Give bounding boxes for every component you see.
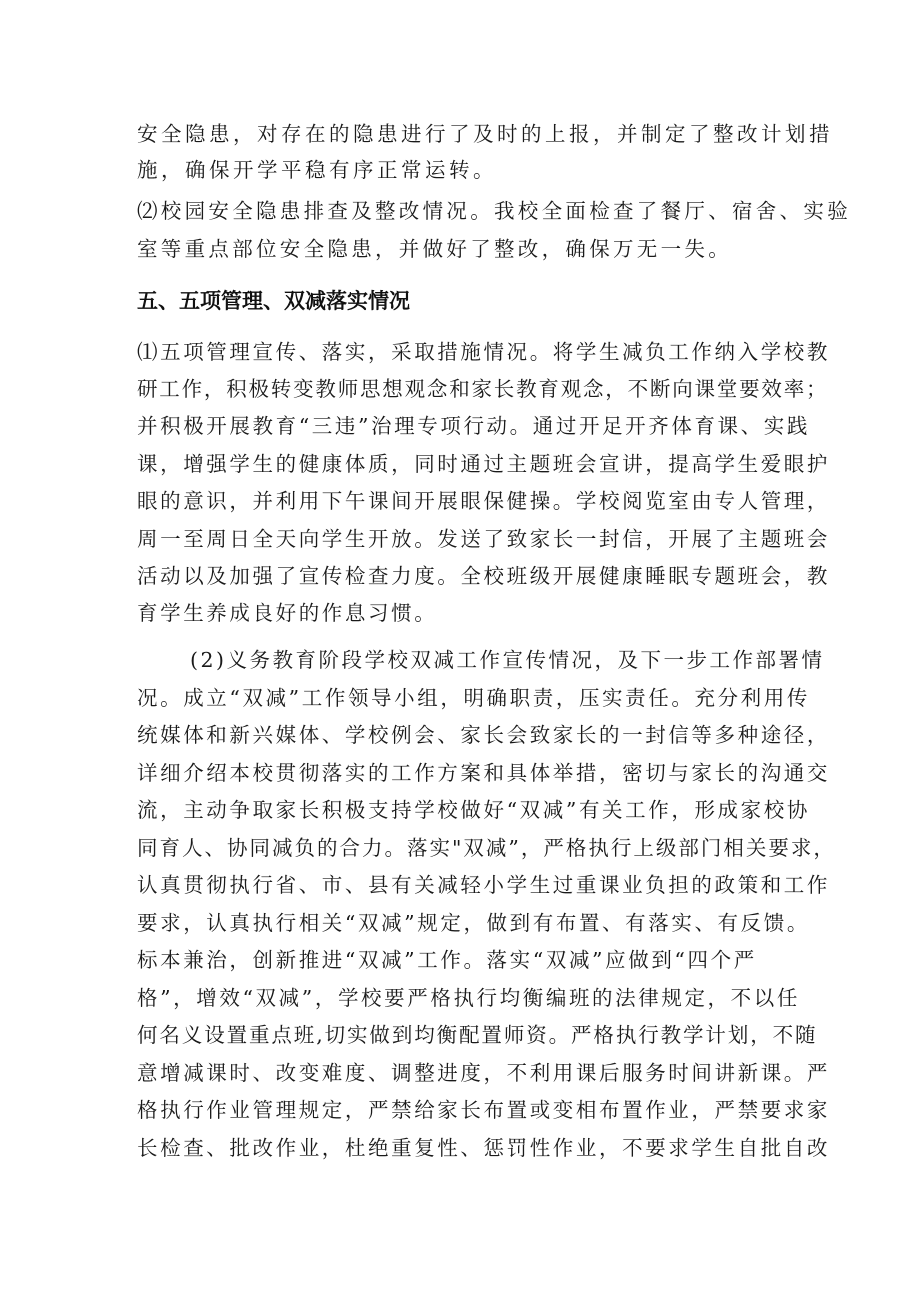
- text-line: 标本兼治，创新推进“双减”工作。落实“双减”应做到“四个严: [137, 948, 757, 972]
- text-line: 施，确保开学平稳有序正常运转。: [137, 158, 497, 182]
- text-line: 同育人、协同减负的合力。落实"双减”，严格执行上级部门相关要求，: [137, 836, 836, 860]
- text-line: 何名义设置重点班,切实做到均衡配置师资。严格执行教学计划，不随: [137, 1023, 818, 1047]
- text-line: 活动以及加强了宣传检查力度。全校班级开展健康睡眠专题班会，教: [137, 564, 830, 588]
- text-line: 统媒体和新兴媒体、学校例会、家长会致家长的一封信等多种途径，: [137, 723, 830, 747]
- text-line: 研工作，积极转变教师思想观念和家长教育观念，不断向课堂要效率；: [137, 377, 829, 401]
- text-line: 安全隐患，对存在的隐患进行了及时的上报，并制定了整改计划措: [137, 122, 833, 146]
- text-line: 长检查、批改作业，杜绝重复性、惩罚性作业，不要求学生自批自改: [137, 1136, 830, 1160]
- text-line: 并积极开展教育“三违”治理专项行动。通过开足开齐体育课、实践: [137, 414, 810, 438]
- text-line: (2)义务教育阶段学校双减工作宣传情况，及下一步工作部署情: [190, 648, 825, 672]
- text-line: 格执行作业管理规定，严禁给家长布置或变相布置作业，严禁要求家: [137, 1098, 830, 1122]
- text-line: 眼的意识，并利用下午课间开展眼保健操。学校阅览室由专人管理，: [137, 489, 830, 513]
- text-line: 流，主动争取家长积极支持学校做好“双减”有关工作，形成家校协: [137, 798, 810, 822]
- text-line: 要求，认真执行相关“双减”规定，做到有布置、有落实、有反馈。: [137, 911, 810, 935]
- text-line: 况。成立“双减”工作领导小组，明确职责，压实责任。充分利用传: [137, 686, 810, 710]
- text-line: ⑴五项管理宣传、落实，采取措施情况。将学生减负工作纳入学校教: [137, 340, 830, 364]
- section-heading: 五、五项管理、双减落实情况: [137, 289, 410, 313]
- text-line: 格”，增效“双减”，学校要严格执行均衡编班的法律规定，不以任: [137, 986, 800, 1010]
- text-line: 周一至周日全天向学生开放。发送了致家长一封信，开展了主题班会: [137, 527, 830, 551]
- text-line: 意增减课时、改变难度、调整进度，不利用课后服务时间讲新课。严: [137, 1061, 830, 1085]
- text-line: ⑵校园安全隐患排查及整改情况。我校全面检查了餐厅、宿舍、实验: [137, 199, 851, 223]
- text-line: 室等重点部位安全隐患，并做好了整改，确保万无一失。: [137, 237, 732, 261]
- text-line: 育学生养成良好的作息习惯。: [137, 601, 438, 625]
- text-line: 详细介绍本校贯彻落实的工作方案和具体举措，密切与家长的沟通交: [137, 761, 830, 785]
- text-line: 课，增强学生的健康体质，同时通过主题班会宣讲，提高学生爱眼护: [137, 452, 830, 476]
- text-line: 认真贯彻执行省、市、县有关减轻小学生过重课业负担的政策和工作: [137, 873, 830, 897]
